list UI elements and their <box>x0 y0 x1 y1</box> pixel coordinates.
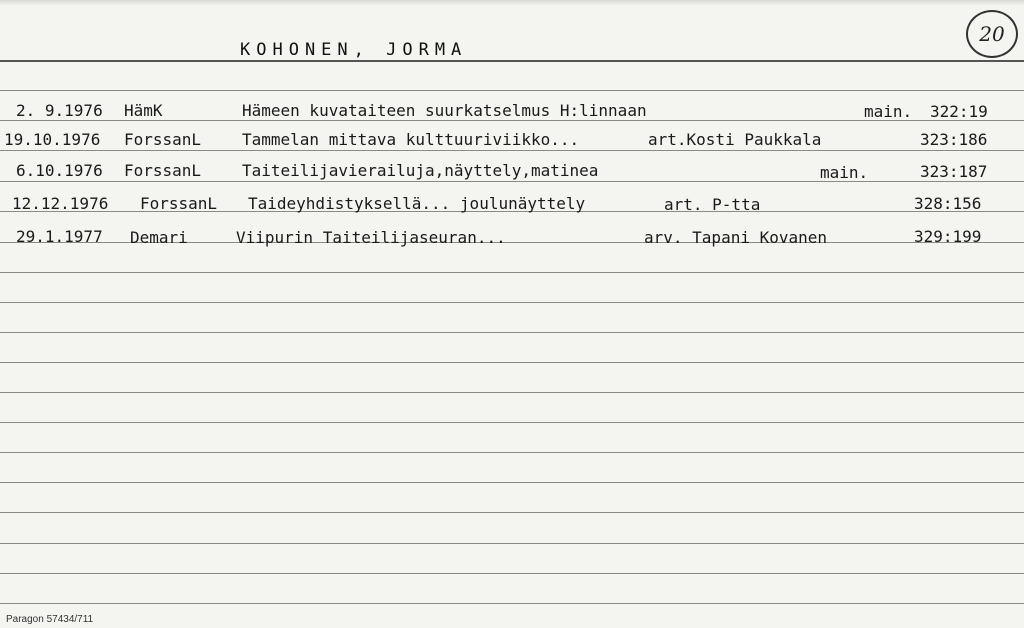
rule-line <box>0 272 1024 273</box>
entry-ref: 322:19 <box>930 102 988 121</box>
entry-title: Hämeen kuvataiteen suurkatselmus H:linnaan <box>242 101 647 120</box>
entry-date: 29.1.1977 <box>16 227 103 246</box>
stamp-text: 20 <box>979 22 1005 46</box>
rule-line <box>0 603 1024 604</box>
entry-title: Taiteilijavierailuja,näyttely,matinea <box>242 161 599 180</box>
entry-source: ForssanL <box>124 130 202 149</box>
rule-line <box>0 392 1024 393</box>
entry-source: ForssanL <box>124 161 202 180</box>
entry-title: Tammelan mittava kulttuuriviikko... <box>242 130 580 149</box>
card-number-stamp <box>966 10 1018 58</box>
entry-ref: 323:186 <box>920 130 988 149</box>
rule-line <box>0 543 1024 544</box>
rule-line <box>0 150 1024 151</box>
entry-ref: 323:187 <box>920 162 988 181</box>
entry-source: ForssanL <box>140 194 218 213</box>
entry-author: arv. Tapani Kovanen <box>644 228 828 247</box>
entry-author: main. <box>864 102 913 121</box>
card-footer-imprint: Paragon 57434/711 <box>6 614 94 625</box>
rule-line <box>0 362 1024 363</box>
rule-line <box>0 302 1024 303</box>
entry-date: 19.10.1976 <box>4 130 101 149</box>
rule-line <box>0 332 1024 333</box>
card-top-edge <box>0 0 1024 6</box>
entry-ref: 329:199 <box>914 227 982 246</box>
entry-source: Demari <box>130 228 188 247</box>
entry-author: main. <box>820 163 869 182</box>
entry-author: art. P-tta <box>664 195 761 214</box>
entry-date: 12.12.1976 <box>12 194 109 213</box>
rule-line <box>0 512 1024 513</box>
entry-title: Taideyhdistyksellä... joulunäyttely <box>248 194 586 213</box>
rule-line <box>0 482 1024 483</box>
rule-line <box>0 452 1024 453</box>
rule-line <box>0 90 1024 91</box>
entry-date: 2. 9.1976 <box>16 101 103 120</box>
rule-line <box>0 60 1024 62</box>
entry-author: art.Kosti Paukkala <box>648 130 822 149</box>
rule-line <box>0 181 1024 182</box>
entry-title: Viipurin Taiteilijaseuran... <box>236 228 506 247</box>
card-heading: KOHONEN, JORMA <box>240 40 468 60</box>
entry-source: HämK <box>124 101 163 120</box>
rule-line <box>0 422 1024 423</box>
rule-line <box>0 573 1024 574</box>
entry-ref: 328:156 <box>914 194 982 213</box>
entry-date: 6.10.1976 <box>16 161 103 180</box>
